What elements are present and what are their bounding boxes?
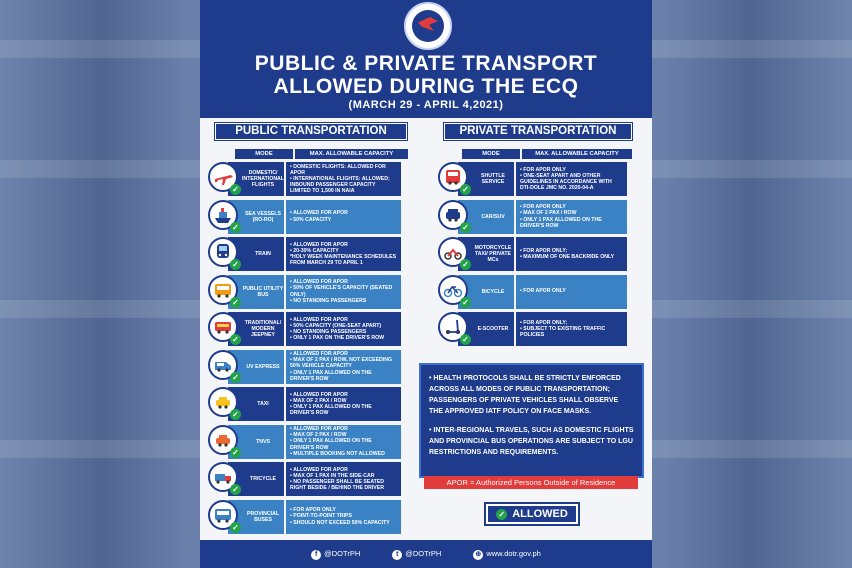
public-col-mode: MODE xyxy=(235,149,293,159)
private-row xyxy=(438,275,625,309)
footer-website[interactable]: ⊕ www.dotr.gov.ph xyxy=(473,549,540,560)
public-row xyxy=(208,425,399,459)
public-capacity: • ALLOWED FOR APOR • MAX OF 2 PAX / ROW • ONLY 1 PAX ALLOWED ON THE DRIVER'S ROW • MULTIPLE BOOKING NOT ALLOWED xyxy=(286,425,401,459)
apor-legend: APOR = Authorized Persons Outside of Residence xyxy=(424,476,638,489)
public-row xyxy=(208,162,399,196)
allowed-label: ALLOWED xyxy=(512,508,568,520)
private-mode: BICYCLE xyxy=(458,275,514,309)
public-col-capacity: MAX. ALLOWABLE CAPACITY xyxy=(295,149,408,159)
public-mode: TAXI xyxy=(228,387,284,421)
public-row xyxy=(208,350,399,384)
check-icon: ✓ xyxy=(460,334,471,345)
public-capacity: • ALLOWED FOR APOR • 50% CAPACITY xyxy=(286,200,401,234)
twitter-icon: t xyxy=(392,550,402,560)
dotr-seal-logo xyxy=(404,2,452,50)
check-icon: ✓ xyxy=(230,522,241,533)
public-capacity: • ALLOWED FOR APOR • MAX OF 2 PAX / ROW, NOT EXCEEDING 50% VEHICLE CAPACITY • ONLY 1 PAX ALLOWED ON THE DRIVER'S ROW xyxy=(286,350,401,384)
date-range: (MARCH 29 - APRIL 4,2021) xyxy=(348,99,504,111)
public-mode: TRADITIONAL/ MODERN JEEPNEY xyxy=(228,312,284,346)
notes-box xyxy=(419,363,644,478)
public-capacity: • ALLOWED FOR APOR • MAX OF 1 PAX IN THE SIDE-CAR • NO PASSENGER SHALL BE SEATED RIGHT BESIDE / BEHIND THE DRIVER xyxy=(286,462,401,496)
private-capacity: • FOR APOR ONLY • ONE-SEAT APART AND OTHER GUIDELINES IN ACCORDANCE WITH DTI-DOLE JMC NO. 2020-04-A xyxy=(516,162,627,196)
check-icon: ✓ xyxy=(230,372,241,383)
facebook-icon: f xyxy=(311,550,321,560)
check-icon: ✓ xyxy=(230,222,241,233)
footer-twitter[interactable]: t @DOTrPH xyxy=(392,549,441,560)
private-row xyxy=(438,312,625,346)
public-capacity: • ALLOWED FOR APOR • 50% CAPACITY (ONE-SEAT APART) • NO STANDING PASSENGERS • ONLY 1 PAX ON THE DRIVER'S ROW xyxy=(286,312,401,346)
public-mode: PROVINCIAL BUSES xyxy=(228,500,284,534)
private-row xyxy=(438,237,625,271)
check-icon: ✓ xyxy=(460,297,471,308)
public-mode: TRICYCLE xyxy=(228,462,284,496)
check-icon: ✓ xyxy=(230,297,241,308)
public-mode: PUBLIC UTILITY BUS xyxy=(228,275,284,309)
public-row xyxy=(208,462,399,496)
check-icon: ✓ xyxy=(230,259,241,270)
public-mode: SEA VESSELS (RO-RO) xyxy=(228,200,284,234)
public-mode: UV EXPRESS xyxy=(228,350,284,384)
private-capacity: • FOR APOR ONLY xyxy=(516,275,627,309)
note-travel: • INTER-REGIONAL TRAVELS, SUCH AS DOMESTIC FLIGHTS AND PROVINCIAL BUS OPERATIONS ARE SUBJECT TO LGU RESTRICTIONS AND REQUIREMENTS. xyxy=(429,427,634,456)
public-row xyxy=(208,387,399,421)
poster-body xyxy=(200,118,652,540)
check-icon: ✓ xyxy=(496,509,507,520)
private-col-capacity: MAX. ALLOWABLE CAPACITY xyxy=(522,149,632,159)
footer-facebook[interactable]: f @DOTrPH xyxy=(311,549,360,560)
private-mode: CAR/SUV xyxy=(458,200,514,234)
check-icon: ✓ xyxy=(460,184,471,195)
public-row xyxy=(208,200,399,234)
title-line-1: PUBLIC & PRIVATE TRANSPORT xyxy=(254,52,598,75)
allowed-legend xyxy=(486,504,578,524)
globe-icon: ⊕ xyxy=(473,550,483,560)
public-mode: TRAIN xyxy=(228,237,284,271)
check-icon: ✓ xyxy=(230,484,241,495)
footer xyxy=(200,540,652,568)
note-health: • HEALTH PROTOCOLS SHALL BE STRICTLY ENFORCED ACROSS ALL MODES OF PUBLIC TRANSPORTATION; PASSENGERS OF PRIVATE VEHICLES SHALL OBSERVE THE APPROVED IATF POLICY ON FACE MASKS. xyxy=(429,375,621,415)
private-capacity: • FOR APOR ONLY • MAX OF 2 PAX / ROW • ONLY 1 PAX ALLOWED ON THE DRIVER'S ROW xyxy=(516,200,627,234)
private-col-mode: MODE xyxy=(462,149,520,159)
public-row xyxy=(208,275,399,309)
check-icon: ✓ xyxy=(230,409,241,420)
private-row xyxy=(438,162,625,196)
private-row xyxy=(438,200,625,234)
check-icon: ✓ xyxy=(460,222,471,233)
public-heading: PUBLIC TRANSPORTATION xyxy=(215,123,407,140)
private-heading: PRIVATE TRANSPORTATION xyxy=(444,123,632,140)
public-mode: DOMESTIC/ INTERNATIONAL FLIGHTS xyxy=(228,162,284,196)
public-row xyxy=(208,500,399,534)
public-capacity: • ALLOWED FOR APOR • 20-30% CAPACITY *HOLY WEEK MAINTENANCE SCHEDULES FROM MARCH 29 TO APRIL 1 xyxy=(286,237,401,271)
private-capacity: • FOR APOR ONLY; • SUBJECT TO EXISTING TRAFFIC POLICIES xyxy=(516,312,627,346)
private-mode: SHUTTLE SERVICE xyxy=(458,162,514,196)
public-mode: TNVS xyxy=(228,425,284,459)
poster xyxy=(200,0,652,568)
poster-header xyxy=(200,0,652,118)
public-capacity: • ALLOWED FOR APOR • 50% OF VEHICLE'S CAPACITY (SEATED ONLY) • NO STANDING PASSENGERS xyxy=(286,275,401,309)
public-row xyxy=(208,312,399,346)
public-row xyxy=(208,237,399,271)
check-icon: ✓ xyxy=(460,259,471,270)
public-capacity: • ALLOWED FOR APOR • MAX OF 2 PAX / ROW • ONLY 1 PAX ALLOWED ON THE DRIVER'S ROW xyxy=(286,387,401,421)
check-icon: ✓ xyxy=(230,334,241,345)
private-mode: MOTORCYCLE TAXI/ PRIVATE MCs xyxy=(458,237,514,271)
check-icon: ✓ xyxy=(230,184,241,195)
public-capacity: • DOMESTIC FLIGHTS: ALLOWED FOR APOR • INTERNATIONAL FLIGHTS: ALLOWED; INBOUND PASSENGER CAPACITY LIMITED TO 1,500 IN NAIA xyxy=(286,162,401,196)
title-line-2: ALLOWED DURING THE ECQ xyxy=(273,75,579,98)
private-capacity: • FOR APOR ONLY; • MAXIMUM OF ONE BACKRIDE ONLY xyxy=(516,237,627,271)
private-mode: E-SCOOTER xyxy=(458,312,514,346)
public-capacity: • FOR APOR ONLY • POINT-TO-POINT TRIPS • SHOULD NOT EXCEED 50% CAPACITY xyxy=(286,500,401,534)
check-icon: ✓ xyxy=(230,447,241,458)
